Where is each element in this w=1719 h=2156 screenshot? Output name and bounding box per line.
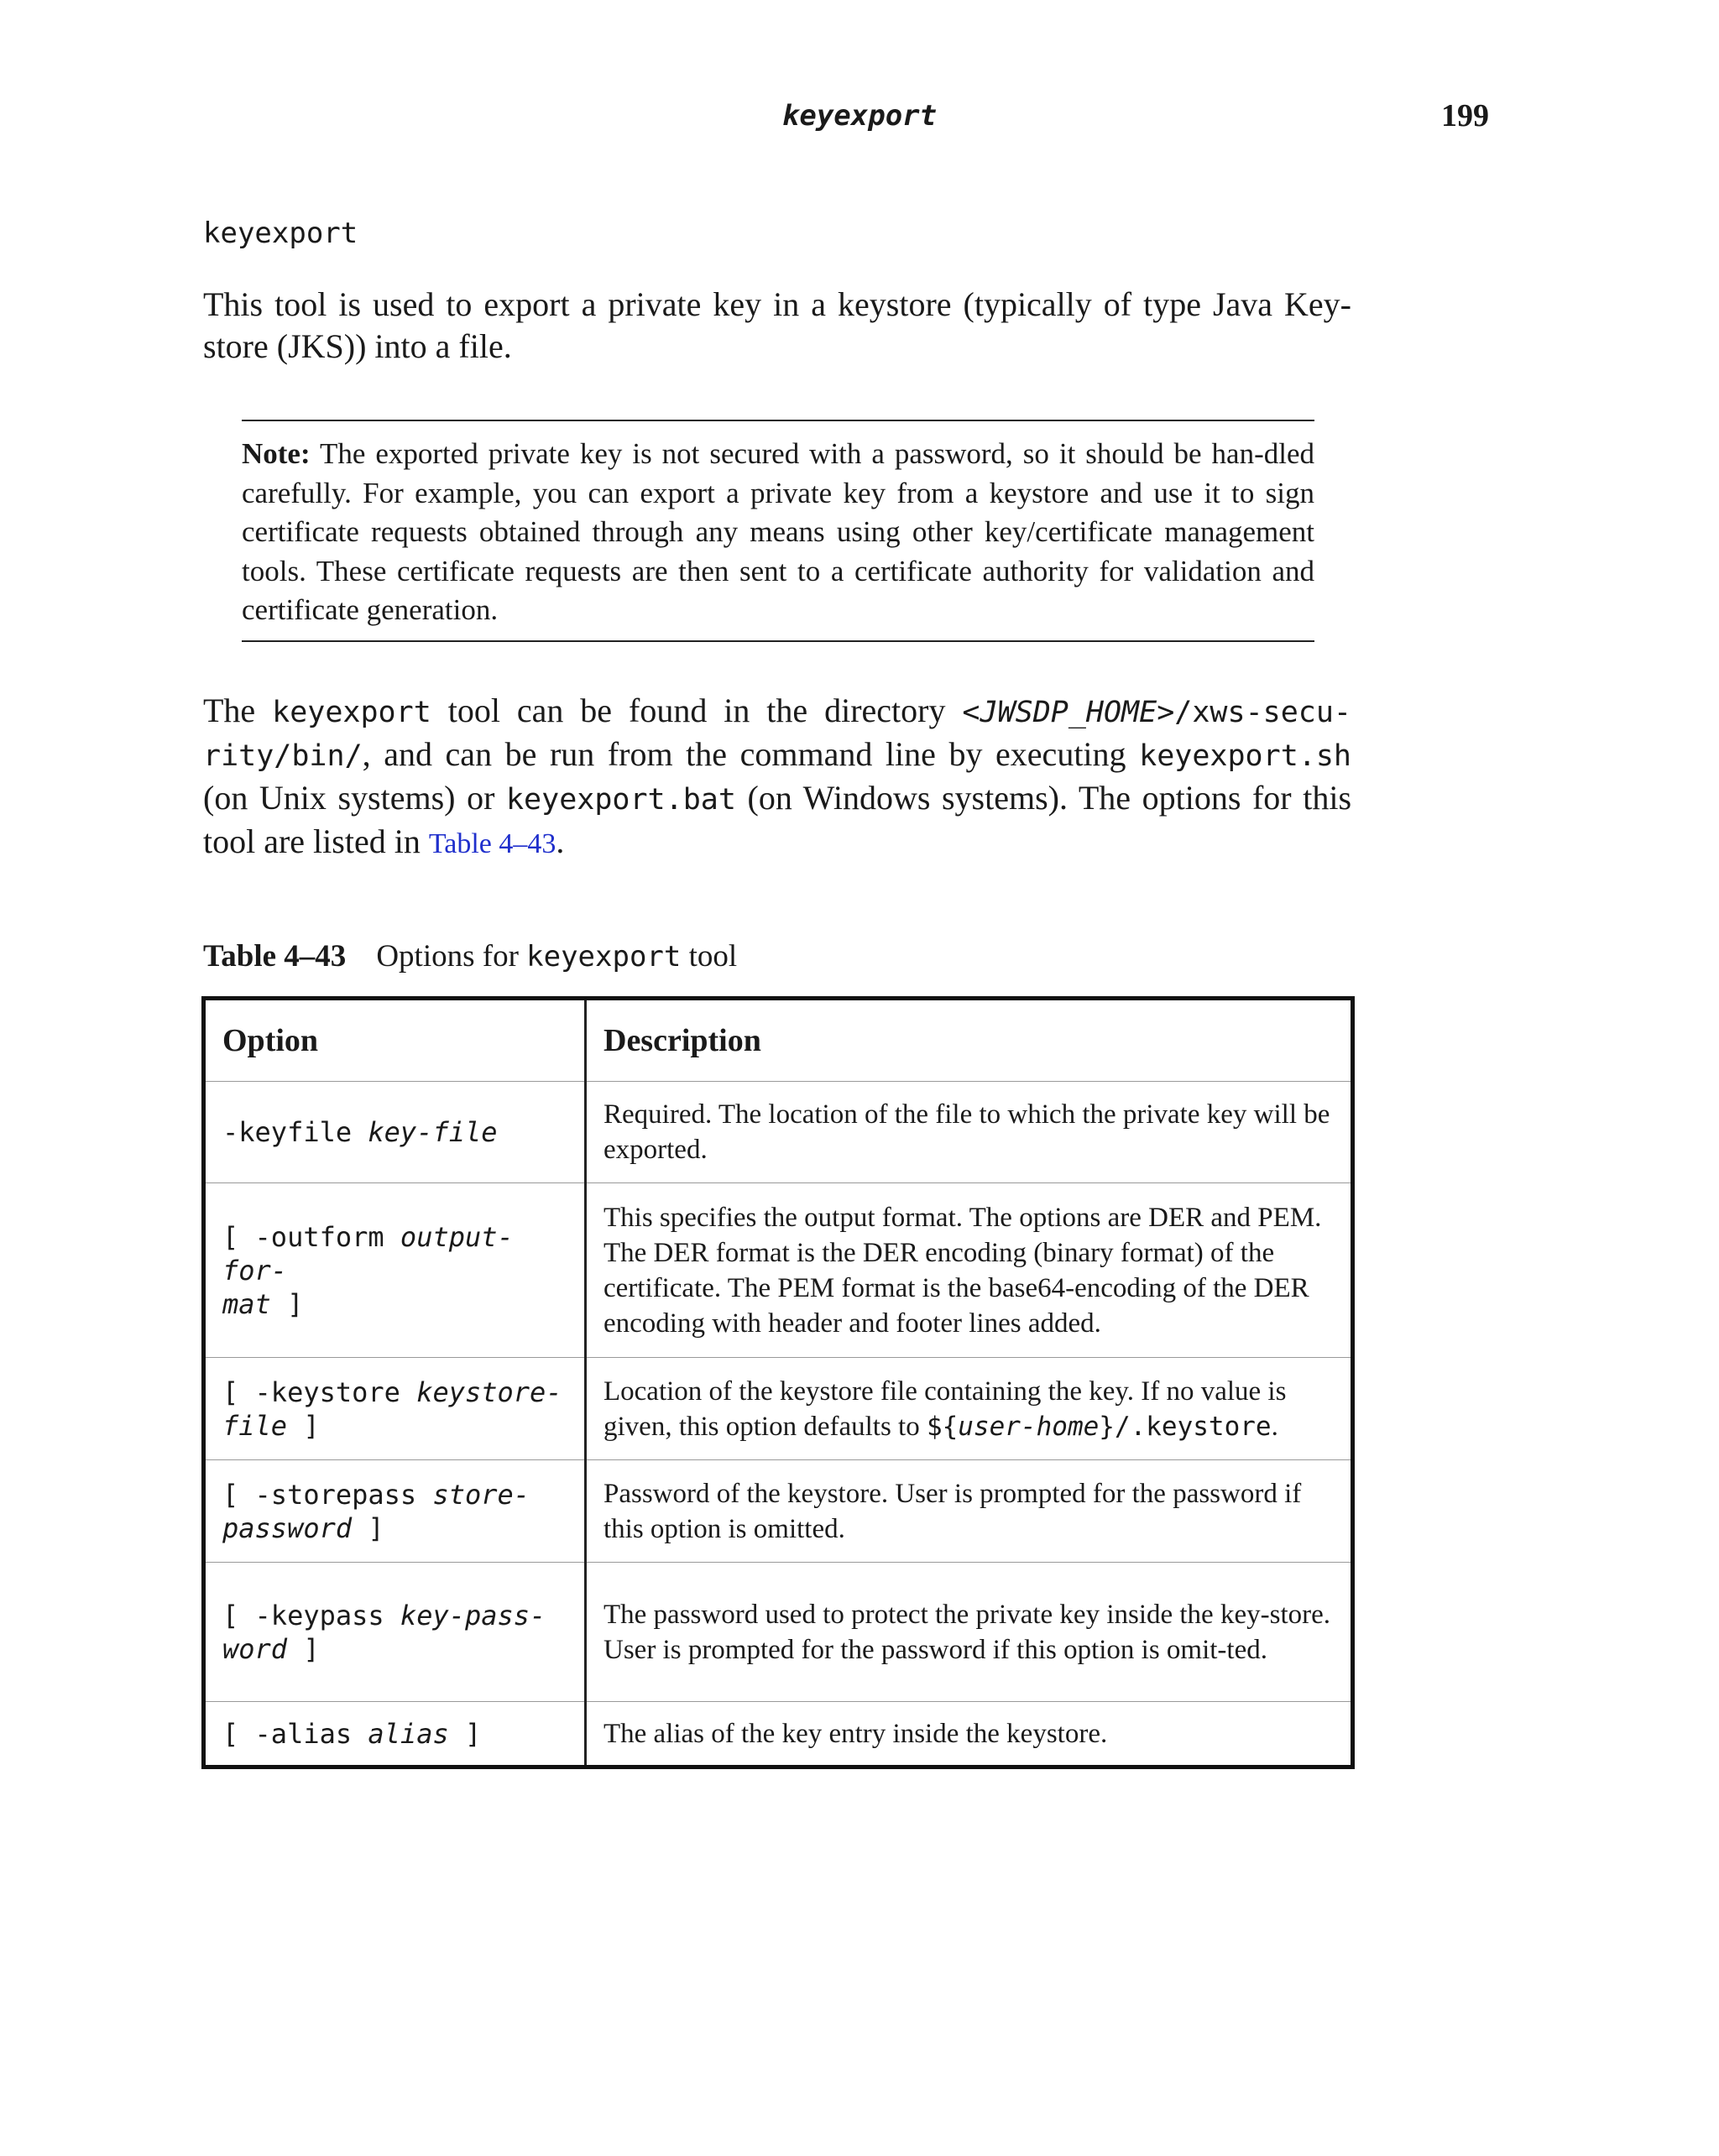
option-flag: [ -keystore — [222, 1376, 417, 1408]
note-label: Note: — [242, 437, 311, 470]
option-suffix: ] — [287, 1409, 320, 1442]
column-header-description: Description — [586, 999, 1353, 1082]
option-cell — [204, 1082, 586, 1183]
option-flag: [ -storepass — [222, 1478, 433, 1511]
location-paragraph — [203, 690, 1351, 865]
location-text-6: . — [556, 822, 565, 860]
windows-command: keyexport.bat — [505, 783, 736, 817]
option-flag: [ -outform — [222, 1220, 400, 1253]
table-number: Table 4–43 — [203, 939, 347, 974]
page-number: 199 — [1441, 98, 1489, 133]
option-cell — [204, 1460, 586, 1563]
option-flag: [ -alias — [222, 1717, 368, 1750]
column-header-option: Option — [204, 999, 586, 1082]
location-text-1: The — [203, 692, 273, 729]
description-cell — [586, 1358, 1353, 1460]
option-argument: keystore- file — [222, 1376, 562, 1442]
location-text-2: tool can be found in the directory — [431, 692, 963, 729]
table-caption — [203, 938, 737, 975]
intro-paragraph: This tool is used to export a private key in a keystore (typically of type Java Key-store (JKS)) into a file. — [203, 285, 1351, 365]
option-cell — [204, 1563, 586, 1702]
option-cell — [204, 1702, 586, 1767]
description-cell: The password used to protect the private key inside the key-store. User is prompted for the password if this option is omit-ted. — [586, 1563, 1353, 1702]
location-text-3: , and can be run from the command line by executing — [362, 735, 1140, 773]
directory-path: /xws-secu-rity/bin/ — [203, 696, 1351, 773]
tool-name-code: keyexport — [272, 696, 431, 729]
table-row — [204, 1563, 1353, 1702]
table-row — [204, 1082, 1353, 1183]
option-flag: [ -keypass — [222, 1599, 400, 1631]
option-flag: -keyfile — [222, 1116, 368, 1148]
option-suffix: ] — [270, 1287, 304, 1320]
location-text-5: (on Windows systems). The options for this tool are listed in — [203, 779, 1352, 860]
option-suffix: ] — [448, 1717, 482, 1750]
running-header — [0, 99, 1719, 138]
description-text: Location of the keystore file containing the key. If no value is given, this option defaults to — [603, 1376, 1287, 1442]
option-suffix: ] — [352, 1511, 384, 1544]
table-row — [204, 1183, 1353, 1358]
default-path-code-rest: }/.keystore — [1099, 1411, 1272, 1442]
unix-command: keyexport.sh — [1139, 739, 1351, 773]
option-argument: store- password — [222, 1478, 530, 1544]
option-suffix: ] — [287, 1632, 320, 1665]
default-path-code: ${ — [926, 1411, 959, 1442]
table-cross-reference-link[interactable]: Table 4–43 — [428, 828, 556, 859]
option-argument: key-file — [368, 1116, 498, 1148]
caption-text-pre: Options for — [376, 939, 527, 974]
location-text-4: (on Unix systems) or — [203, 779, 506, 817]
description-cell: Required. The location of the file to which the private key will be exported. — [586, 1082, 1353, 1183]
table-row — [204, 1702, 1353, 1767]
option-argument: key-pass- word — [222, 1599, 546, 1665]
option-cell — [204, 1183, 586, 1358]
section-heading: keyexport — [203, 217, 358, 250]
jwsdp-home-var: <JWSDP_HOME> — [962, 696, 1175, 729]
running-title: keyexport — [781, 99, 938, 133]
options-table — [201, 996, 1355, 1769]
table-row — [204, 1460, 1353, 1563]
description-cell: This specifies the output format. The options are DER and PEM. The DER format is the DER encoding (binary format) of the certificate. The PEM format is the base64-encoding of the DER encoding with header and footer lines added. — [586, 1183, 1353, 1358]
default-path-var: user-home — [958, 1411, 1100, 1442]
table-header-row — [204, 999, 1353, 1082]
option-argument: output-for- mat — [222, 1220, 514, 1320]
note-box — [242, 420, 1314, 642]
description-cell: Password of the keystore. User is prompted for the password if this option is omitted. — [586, 1460, 1353, 1563]
option-argument: alias — [368, 1717, 449, 1750]
description-text-end: . — [1271, 1411, 1278, 1442]
note-text: The exported private key is not secured with a password, so it should be han-dled carefully. For example, you can export a private key from a keystore and use it to sign certificate requests obtained through any means using other key/certificate management tools. These certificate requests are then sent to a certificate authority for validation and certificate generation. — [242, 437, 1314, 626]
caption-tool-code: keyexport — [526, 940, 682, 974]
option-cell — [204, 1358, 586, 1460]
description-cell: The alias of the key entry inside the keystore. — [586, 1702, 1353, 1767]
caption-text-post: tool — [681, 939, 738, 974]
table-row — [204, 1358, 1353, 1460]
